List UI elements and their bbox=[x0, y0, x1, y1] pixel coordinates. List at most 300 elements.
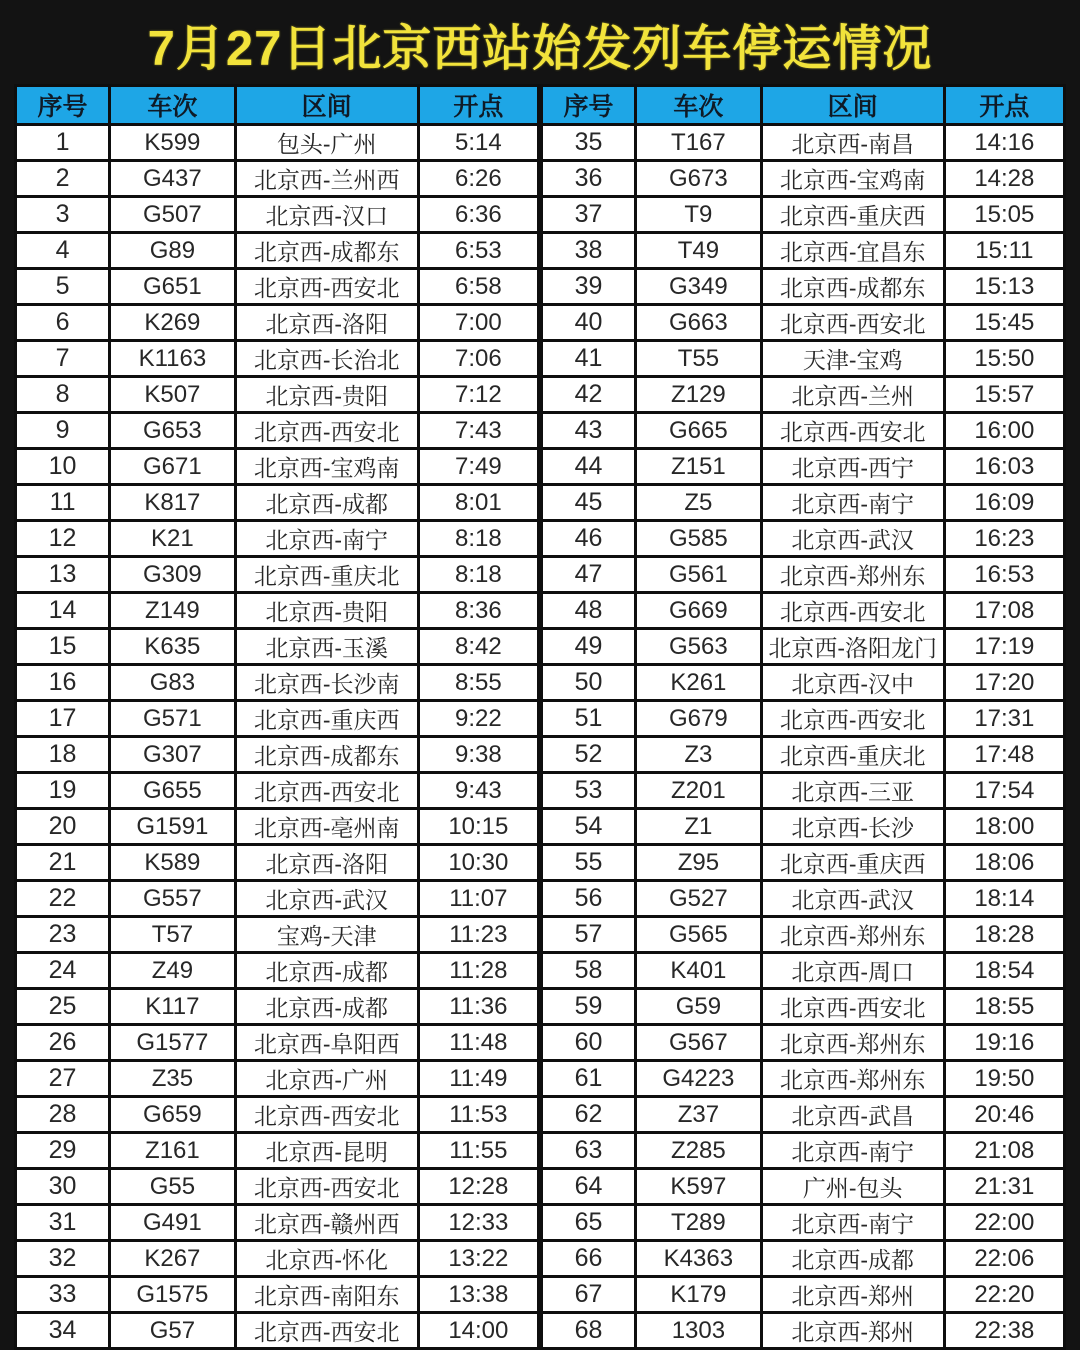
seq-cell: 5 bbox=[16, 269, 110, 305]
route-cell: 天津-宝鸡 bbox=[761, 341, 944, 377]
table-row bbox=[16, 1097, 539, 1133]
departure-time-cell: 10:15 bbox=[418, 809, 538, 845]
seq-cell: 30 bbox=[16, 1169, 110, 1205]
departure-time-cell: 11:28 bbox=[418, 953, 538, 989]
title-bar bbox=[14, 14, 1066, 76]
header-row bbox=[16, 86, 539, 125]
departure-time-cell: 9:22 bbox=[418, 701, 538, 737]
train-number-cell: Z285 bbox=[636, 1133, 762, 1169]
train-number-cell: K589 bbox=[110, 845, 236, 881]
route-cell: 北京西-长治北 bbox=[235, 341, 418, 377]
table-row bbox=[542, 197, 1065, 233]
route-cell: 北京西-贵阳 bbox=[235, 377, 418, 413]
train-number-cell: G585 bbox=[636, 521, 762, 557]
train-number-cell: K4363 bbox=[636, 1241, 762, 1277]
table-row bbox=[16, 341, 539, 377]
route-cell: 北京西-重庆西 bbox=[761, 845, 944, 881]
table-row bbox=[16, 125, 539, 161]
train-number-cell: K269 bbox=[110, 305, 236, 341]
train-number-cell: Z1 bbox=[636, 809, 762, 845]
departure-time-cell: 7:06 bbox=[418, 341, 538, 377]
seq-cell: 41 bbox=[542, 341, 636, 377]
train-number-cell: G567 bbox=[636, 1025, 762, 1061]
train-number-cell: Z95 bbox=[636, 845, 762, 881]
seq-cell: 2 bbox=[16, 161, 110, 197]
departure-time-cell: 16:53 bbox=[944, 557, 1064, 593]
table-row bbox=[542, 593, 1065, 629]
route-cell: 北京西-周口 bbox=[761, 953, 944, 989]
table-row bbox=[16, 1061, 539, 1097]
seq-cell: 42 bbox=[542, 377, 636, 413]
train-number-cell: K401 bbox=[636, 953, 762, 989]
seq-cell: 14 bbox=[16, 593, 110, 629]
seq-cell: 13 bbox=[16, 557, 110, 593]
seq-cell: 28 bbox=[16, 1097, 110, 1133]
seq-cell: 63 bbox=[542, 1133, 636, 1169]
seq-cell: 3 bbox=[16, 197, 110, 233]
table-row bbox=[542, 737, 1065, 773]
departure-time-cell: 5:14 bbox=[418, 125, 538, 161]
train-number-cell: G55 bbox=[110, 1169, 236, 1205]
table-row bbox=[16, 593, 539, 629]
seq-cell: 23 bbox=[16, 917, 110, 953]
departure-time-cell: 15:05 bbox=[944, 197, 1064, 233]
table-row bbox=[542, 1241, 1065, 1277]
seq-cell: 24 bbox=[16, 953, 110, 989]
tables-container bbox=[14, 84, 1066, 1345]
route-cell: 北京西-南宁 bbox=[761, 1133, 944, 1169]
table-row bbox=[542, 233, 1065, 269]
route-cell: 北京西-重庆西 bbox=[235, 701, 418, 737]
table-row bbox=[16, 161, 539, 197]
departure-time-cell: 17:54 bbox=[944, 773, 1064, 809]
train-number-cell: T289 bbox=[636, 1205, 762, 1241]
route-cell: 北京西-成都东 bbox=[235, 233, 418, 269]
seq-cell: 49 bbox=[542, 629, 636, 665]
seq-cell: 66 bbox=[542, 1241, 636, 1277]
train-number-cell: K1163 bbox=[110, 341, 236, 377]
train-number-cell: T9 bbox=[636, 197, 762, 233]
departure-time-cell: 17:08 bbox=[944, 593, 1064, 629]
route-cell: 北京西-重庆西 bbox=[761, 197, 944, 233]
table-row bbox=[16, 881, 539, 917]
route-cell: 北京西-武汉 bbox=[761, 881, 944, 917]
train-number-cell: Z3 bbox=[636, 737, 762, 773]
route-cell: 北京西-武汉 bbox=[235, 881, 418, 917]
table-row bbox=[16, 305, 539, 341]
departure-time-cell: 15:11 bbox=[944, 233, 1064, 269]
departure-time-cell: 13:22 bbox=[418, 1241, 538, 1277]
route-cell: 北京西-西安北 bbox=[761, 593, 944, 629]
route-cell: 北京西-怀化 bbox=[235, 1241, 418, 1277]
table-row bbox=[542, 773, 1065, 809]
route-cell: 广州-包头 bbox=[761, 1169, 944, 1205]
seq-cell: 65 bbox=[542, 1205, 636, 1241]
route-cell: 北京西-赣州西 bbox=[235, 1205, 418, 1241]
route-cell: 北京西-玉溪 bbox=[235, 629, 418, 665]
route-cell: 北京西-广州 bbox=[235, 1061, 418, 1097]
seq-cell: 36 bbox=[542, 161, 636, 197]
departure-time-cell: 18:28 bbox=[944, 917, 1064, 953]
table-row bbox=[16, 917, 539, 953]
table-row bbox=[542, 557, 1065, 593]
col-header-route: 区间 bbox=[235, 86, 418, 125]
route-cell: 北京西-兰州西 bbox=[235, 161, 418, 197]
route-cell: 北京西-成都 bbox=[235, 485, 418, 521]
route-cell: 北京西-阜阳西 bbox=[235, 1025, 418, 1061]
route-cell: 北京西-郑州东 bbox=[761, 1025, 944, 1061]
table-row bbox=[542, 449, 1065, 485]
train-number-cell: G309 bbox=[110, 557, 236, 593]
departure-time-cell: 14:28 bbox=[944, 161, 1064, 197]
departure-time-cell: 17:19 bbox=[944, 629, 1064, 665]
departure-time-cell: 11:23 bbox=[418, 917, 538, 953]
seq-cell: 68 bbox=[542, 1313, 636, 1349]
table-row bbox=[542, 485, 1065, 521]
table-row bbox=[542, 413, 1065, 449]
table-row bbox=[16, 629, 539, 665]
table-row bbox=[16, 1025, 539, 1061]
seq-cell: 12 bbox=[16, 521, 110, 557]
col-header-seq: 序号 bbox=[16, 86, 110, 125]
col-header-departure: 开点 bbox=[418, 86, 538, 125]
train-number-cell: G527 bbox=[636, 881, 762, 917]
train-number-cell: G655 bbox=[110, 773, 236, 809]
seq-cell: 21 bbox=[16, 845, 110, 881]
table-row bbox=[16, 197, 539, 233]
departure-time-cell: 17:31 bbox=[944, 701, 1064, 737]
route-cell: 包头-广州 bbox=[235, 125, 418, 161]
train-number-cell: G557 bbox=[110, 881, 236, 917]
train-number-cell: K817 bbox=[110, 485, 236, 521]
table-row bbox=[542, 305, 1065, 341]
train-number-cell: Z151 bbox=[636, 449, 762, 485]
train-number-cell: G491 bbox=[110, 1205, 236, 1241]
route-cell: 北京西-西安北 bbox=[761, 305, 944, 341]
train-number-cell: G561 bbox=[636, 557, 762, 593]
table-row bbox=[542, 161, 1065, 197]
seq-cell: 59 bbox=[542, 989, 636, 1025]
seq-cell: 50 bbox=[542, 665, 636, 701]
table-row bbox=[16, 485, 539, 521]
departure-time-cell: 11:36 bbox=[418, 989, 538, 1025]
seq-cell: 61 bbox=[542, 1061, 636, 1097]
seq-cell: 47 bbox=[542, 557, 636, 593]
table-row bbox=[542, 629, 1065, 665]
departure-time-cell: 6:26 bbox=[418, 161, 538, 197]
seq-cell: 26 bbox=[16, 1025, 110, 1061]
table-row bbox=[16, 773, 539, 809]
stopped-trains-table-left bbox=[14, 84, 540, 1350]
departure-time-cell: 11:48 bbox=[418, 1025, 538, 1061]
train-number-cell: G507 bbox=[110, 197, 236, 233]
train-number-cell: Z35 bbox=[110, 1061, 236, 1097]
train-number-cell: K635 bbox=[110, 629, 236, 665]
stopped-trains-table-right bbox=[540, 84, 1066, 1350]
seq-cell: 6 bbox=[16, 305, 110, 341]
seq-cell: 57 bbox=[542, 917, 636, 953]
route-cell: 北京西-洛阳 bbox=[235, 305, 418, 341]
seq-cell: 29 bbox=[16, 1133, 110, 1169]
train-number-cell: T55 bbox=[636, 341, 762, 377]
departure-time-cell: 16:03 bbox=[944, 449, 1064, 485]
table-row bbox=[542, 1205, 1065, 1241]
table-row bbox=[542, 1169, 1065, 1205]
train-number-cell: G4223 bbox=[636, 1061, 762, 1097]
departure-time-cell: 22:38 bbox=[944, 1313, 1064, 1349]
table-row bbox=[16, 521, 539, 557]
train-number-cell: Z129 bbox=[636, 377, 762, 413]
route-cell: 北京西-西安北 bbox=[235, 1169, 418, 1205]
seq-cell: 31 bbox=[16, 1205, 110, 1241]
departure-time-cell: 18:14 bbox=[944, 881, 1064, 917]
seq-cell: 64 bbox=[542, 1169, 636, 1205]
departure-time-cell: 22:00 bbox=[944, 1205, 1064, 1241]
train-number-cell: G1591 bbox=[110, 809, 236, 845]
route-cell: 北京西-汉中 bbox=[761, 665, 944, 701]
train-number-cell: G89 bbox=[110, 233, 236, 269]
table-row bbox=[542, 845, 1065, 881]
table-row bbox=[542, 917, 1065, 953]
departure-time-cell: 21:31 bbox=[944, 1169, 1064, 1205]
departure-time-cell: 14:00 bbox=[418, 1313, 538, 1349]
seq-cell: 67 bbox=[542, 1277, 636, 1313]
seq-cell: 22 bbox=[16, 881, 110, 917]
train-number-cell: G571 bbox=[110, 701, 236, 737]
seq-cell: 38 bbox=[542, 233, 636, 269]
departure-time-cell: 12:28 bbox=[418, 1169, 538, 1205]
route-cell: 北京西-亳州南 bbox=[235, 809, 418, 845]
table-row bbox=[16, 953, 539, 989]
departure-time-cell: 9:43 bbox=[418, 773, 538, 809]
train-number-cell: T57 bbox=[110, 917, 236, 953]
seq-cell: 7 bbox=[16, 341, 110, 377]
route-cell: 北京西-西安北 bbox=[235, 773, 418, 809]
seq-cell: 58 bbox=[542, 953, 636, 989]
seq-cell: 39 bbox=[542, 269, 636, 305]
route-cell: 北京西-宜昌东 bbox=[761, 233, 944, 269]
seq-cell: 16 bbox=[16, 665, 110, 701]
route-cell: 北京西-武汉 bbox=[761, 521, 944, 557]
table-row bbox=[542, 269, 1065, 305]
table-row bbox=[16, 233, 539, 269]
train-number-cell: G1575 bbox=[110, 1277, 236, 1313]
seq-cell: 46 bbox=[542, 521, 636, 557]
route-cell: 北京西-贵阳 bbox=[235, 593, 418, 629]
route-cell: 北京西-洛阳龙门 bbox=[761, 629, 944, 665]
table-row bbox=[16, 557, 539, 593]
train-number-cell: K117 bbox=[110, 989, 236, 1025]
table-row bbox=[542, 1277, 1065, 1313]
seq-cell: 8 bbox=[16, 377, 110, 413]
table-row bbox=[16, 737, 539, 773]
departure-time-cell: 8:01 bbox=[418, 485, 538, 521]
train-number-cell: G651 bbox=[110, 269, 236, 305]
train-number-cell: 1303 bbox=[636, 1313, 762, 1349]
table-row bbox=[16, 1169, 539, 1205]
seq-cell: 15 bbox=[16, 629, 110, 665]
route-cell: 北京西-南宁 bbox=[761, 485, 944, 521]
departure-time-cell: 15:13 bbox=[944, 269, 1064, 305]
seq-cell: 44 bbox=[542, 449, 636, 485]
departure-time-cell: 22:06 bbox=[944, 1241, 1064, 1277]
col-header-route: 区间 bbox=[761, 86, 944, 125]
train-number-cell: G349 bbox=[636, 269, 762, 305]
departure-time-cell: 11:49 bbox=[418, 1061, 538, 1097]
seq-cell: 43 bbox=[542, 413, 636, 449]
departure-time-cell: 18:06 bbox=[944, 845, 1064, 881]
table-row bbox=[542, 1133, 1065, 1169]
route-cell: 北京西-重庆北 bbox=[761, 737, 944, 773]
table-row bbox=[16, 665, 539, 701]
departure-time-cell: 8:42 bbox=[418, 629, 538, 665]
seq-cell: 37 bbox=[542, 197, 636, 233]
col-header-train: 车次 bbox=[636, 86, 762, 125]
seq-cell: 62 bbox=[542, 1097, 636, 1133]
departure-time-cell: 11:53 bbox=[418, 1097, 538, 1133]
departure-time-cell: 22:20 bbox=[944, 1277, 1064, 1313]
route-cell: 北京西-郑州东 bbox=[761, 1061, 944, 1097]
table-row bbox=[542, 125, 1065, 161]
col-header-train: 车次 bbox=[110, 86, 236, 125]
seq-cell: 54 bbox=[542, 809, 636, 845]
route-cell: 北京西-西安北 bbox=[761, 413, 944, 449]
table-row bbox=[542, 953, 1065, 989]
seq-cell: 33 bbox=[16, 1277, 110, 1313]
table-row bbox=[542, 1025, 1065, 1061]
route-cell: 北京西-重庆北 bbox=[235, 557, 418, 593]
train-number-cell: G653 bbox=[110, 413, 236, 449]
departure-time-cell: 19:50 bbox=[944, 1061, 1064, 1097]
departure-time-cell: 9:38 bbox=[418, 737, 538, 773]
route-cell: 北京西-汉口 bbox=[235, 197, 418, 233]
train-number-cell: G437 bbox=[110, 161, 236, 197]
train-number-cell: G679 bbox=[636, 701, 762, 737]
train-number-cell: K597 bbox=[636, 1169, 762, 1205]
seq-cell: 60 bbox=[542, 1025, 636, 1061]
table-row bbox=[16, 1313, 539, 1349]
train-number-cell: T167 bbox=[636, 125, 762, 161]
table-row bbox=[542, 1313, 1065, 1349]
seq-cell: 34 bbox=[16, 1313, 110, 1349]
seq-cell: 18 bbox=[16, 737, 110, 773]
table-row bbox=[16, 989, 539, 1025]
table-row bbox=[542, 989, 1065, 1025]
route-cell: 北京西-成都 bbox=[235, 989, 418, 1025]
seq-cell: 56 bbox=[542, 881, 636, 917]
departure-time-cell: 18:55 bbox=[944, 989, 1064, 1025]
table-row bbox=[542, 1061, 1065, 1097]
seq-cell: 51 bbox=[542, 701, 636, 737]
departure-time-cell: 8:18 bbox=[418, 557, 538, 593]
departure-time-cell: 16:23 bbox=[944, 521, 1064, 557]
departure-time-cell: 7:12 bbox=[418, 377, 538, 413]
route-cell: 北京西-郑州 bbox=[761, 1313, 944, 1349]
table-row bbox=[16, 1205, 539, 1241]
departure-time-cell: 11:07 bbox=[418, 881, 538, 917]
seq-cell: 55 bbox=[542, 845, 636, 881]
route-cell: 北京西-郑州东 bbox=[761, 917, 944, 953]
route-cell: 北京西-西安北 bbox=[761, 701, 944, 737]
train-number-cell: G1577 bbox=[110, 1025, 236, 1061]
table-row bbox=[16, 1241, 539, 1277]
departure-time-cell: 17:48 bbox=[944, 737, 1064, 773]
departure-time-cell: 8:55 bbox=[418, 665, 538, 701]
seq-cell: 32 bbox=[16, 1241, 110, 1277]
departure-time-cell: 19:16 bbox=[944, 1025, 1064, 1061]
train-number-cell: G665 bbox=[636, 413, 762, 449]
table-row bbox=[16, 1133, 539, 1169]
table-row bbox=[16, 413, 539, 449]
train-number-cell: G563 bbox=[636, 629, 762, 665]
table-row bbox=[542, 521, 1065, 557]
route-cell: 北京西-宝鸡南 bbox=[761, 161, 944, 197]
seq-cell: 48 bbox=[542, 593, 636, 629]
seq-cell: 45 bbox=[542, 485, 636, 521]
table-row bbox=[16, 269, 539, 305]
train-number-cell: K267 bbox=[110, 1241, 236, 1277]
train-number-cell: G59 bbox=[636, 989, 762, 1025]
header-row bbox=[542, 86, 1065, 125]
route-cell: 北京西-宝鸡南 bbox=[235, 449, 418, 485]
departure-time-cell: 12:33 bbox=[418, 1205, 538, 1241]
seq-cell: 35 bbox=[542, 125, 636, 161]
table-row bbox=[16, 845, 539, 881]
page-title: 7月27日北京西站始发列车停运情况 bbox=[147, 22, 933, 76]
train-number-cell: G669 bbox=[636, 593, 762, 629]
route-cell: 北京西-南宁 bbox=[235, 521, 418, 557]
route-cell: 北京西-南宁 bbox=[761, 1205, 944, 1241]
seq-cell: 11 bbox=[16, 485, 110, 521]
train-number-cell: G307 bbox=[110, 737, 236, 773]
departure-time-cell: 13:38 bbox=[418, 1277, 538, 1313]
train-number-cell: K599 bbox=[110, 125, 236, 161]
route-cell: 北京西-西安北 bbox=[235, 413, 418, 449]
route-cell: 北京西-洛阳 bbox=[235, 845, 418, 881]
train-number-cell: Z37 bbox=[636, 1097, 762, 1133]
table-row bbox=[16, 449, 539, 485]
departure-time-cell: 6:58 bbox=[418, 269, 538, 305]
table-row bbox=[542, 341, 1065, 377]
route-cell: 北京西-郑州 bbox=[761, 1277, 944, 1313]
seq-cell: 27 bbox=[16, 1061, 110, 1097]
table-row bbox=[542, 377, 1065, 413]
train-number-cell: G565 bbox=[636, 917, 762, 953]
departure-time-cell: 17:20 bbox=[944, 665, 1064, 701]
table-row bbox=[16, 1277, 539, 1313]
route-cell: 北京西-成都 bbox=[235, 953, 418, 989]
route-cell: 北京西-长沙南 bbox=[235, 665, 418, 701]
train-number-cell: K21 bbox=[110, 521, 236, 557]
departure-time-cell: 18:00 bbox=[944, 809, 1064, 845]
seq-cell: 20 bbox=[16, 809, 110, 845]
departure-time-cell: 6:36 bbox=[418, 197, 538, 233]
route-cell: 北京西-西安北 bbox=[761, 989, 944, 1025]
route-cell: 北京西-南阳东 bbox=[235, 1277, 418, 1313]
train-number-cell: K507 bbox=[110, 377, 236, 413]
train-number-cell: G57 bbox=[110, 1313, 236, 1349]
train-number-cell: G673 bbox=[636, 161, 762, 197]
table-row bbox=[16, 377, 539, 413]
departure-time-cell: 21:08 bbox=[944, 1133, 1064, 1169]
departure-time-cell: 16:09 bbox=[944, 485, 1064, 521]
table-row bbox=[542, 665, 1065, 701]
seq-cell: 4 bbox=[16, 233, 110, 269]
departure-time-cell: 6:53 bbox=[418, 233, 538, 269]
departure-time-cell: 20:46 bbox=[944, 1097, 1064, 1133]
table-row bbox=[542, 1097, 1065, 1133]
train-number-cell: K179 bbox=[636, 1277, 762, 1313]
